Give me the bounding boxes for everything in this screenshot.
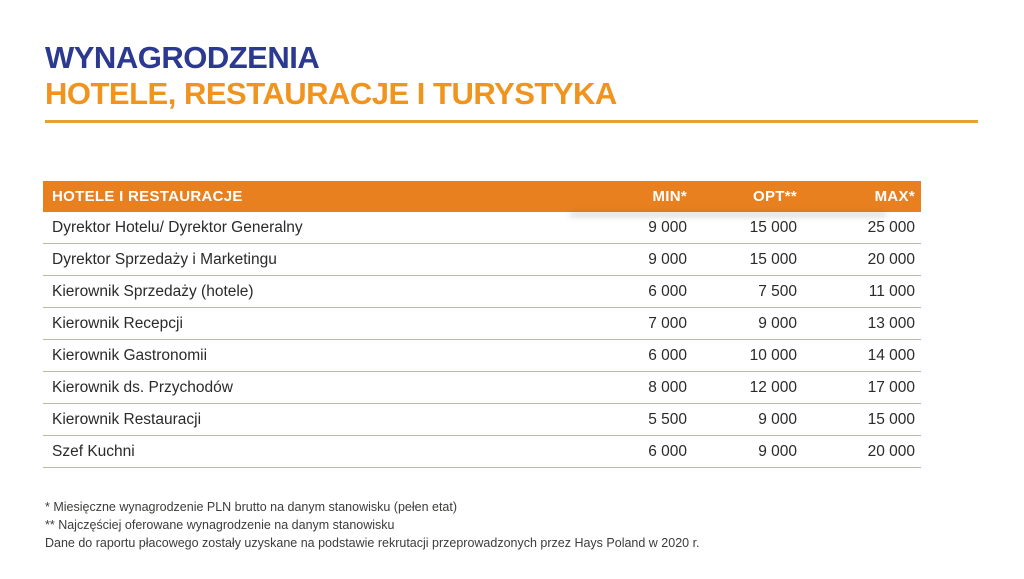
opt-value: 12 000 (749, 378, 797, 396)
position-name: Dyrektor Hotelu/ Dyrektor Generalny (52, 218, 303, 236)
table-row (43, 340, 921, 372)
table-header-max: MAX* (874, 188, 915, 205)
footnotes (45, 498, 700, 552)
min-value: 8 000 (648, 378, 687, 396)
table-row (43, 404, 921, 436)
table-row (43, 308, 921, 340)
opt-value: 9 000 (758, 442, 797, 460)
page-title (45, 40, 617, 112)
opt-value: 10 000 (749, 346, 797, 364)
min-value: 9 000 (648, 218, 687, 236)
position-name: Szef Kuchni (52, 442, 135, 460)
opt-value: 7 500 (758, 282, 797, 300)
table-header-min: MIN* (652, 188, 687, 205)
max-value: 13 000 (867, 314, 915, 332)
max-value: 14 000 (867, 346, 915, 364)
page-title-line2: HOTELE, RESTAURACJE I TURYSTYKA (45, 76, 617, 111)
page-title-line1: WYNAGRODZENIA (45, 40, 320, 75)
max-value: 11 000 (868, 282, 915, 300)
min-value: 6 000 (648, 442, 687, 460)
salary-table (43, 181, 921, 468)
title-divider-rule (45, 120, 978, 123)
opt-value: 15 000 (749, 250, 797, 268)
opt-value: 9 000 (758, 314, 797, 332)
max-value: 17 000 (867, 378, 915, 396)
opt-value: 15 000 (749, 218, 797, 236)
opt-value: 9 000 (758, 410, 797, 428)
table-header-category: HOTELE I RESTAURACJE (52, 188, 243, 205)
footnote-monthly-salary: * Miesięczne wynagrodzenie PLN brutto na danym stanowisku (pełen etat) (45, 500, 458, 514)
table-row (43, 212, 921, 244)
table-row (43, 436, 921, 468)
min-value: 6 000 (648, 346, 687, 364)
footnote-most-offered: ** Najczęściej oferowane wynagrodzenie na danym stanowisku (45, 518, 395, 532)
table-row (43, 276, 921, 308)
position-name: Kierownik Restauracji (52, 410, 202, 428)
position-name: Kierownik Recepcji (52, 314, 183, 332)
min-value: 7 000 (648, 314, 687, 332)
min-value: 9 000 (648, 250, 687, 268)
max-value: 25 000 (867, 218, 915, 236)
table-row (43, 244, 921, 276)
max-value: 20 000 (867, 442, 915, 460)
table-header-opt: OPT** (752, 188, 797, 205)
table-header-row (43, 181, 921, 212)
min-value: 6 000 (648, 282, 687, 300)
position-name: Kierownik ds. Przychodów (52, 378, 233, 396)
min-value: 5 500 (648, 410, 687, 428)
position-name: Kierownik Gastronomii (52, 346, 208, 364)
max-value: 20 000 (867, 250, 915, 268)
table-row (43, 372, 921, 404)
position-name: Kierownik Sprzedaży (hotele) (52, 282, 254, 300)
footnote-data-source: Dane do raportu płacowego zostały uzyskane na podstawie rekrutacji przeprowadzonych przez Hays Poland w 2020 r. (45, 536, 700, 550)
position-name: Dyrektor Sprzedaży i Marketingu (52, 250, 277, 268)
max-value: 15 000 (867, 410, 915, 428)
